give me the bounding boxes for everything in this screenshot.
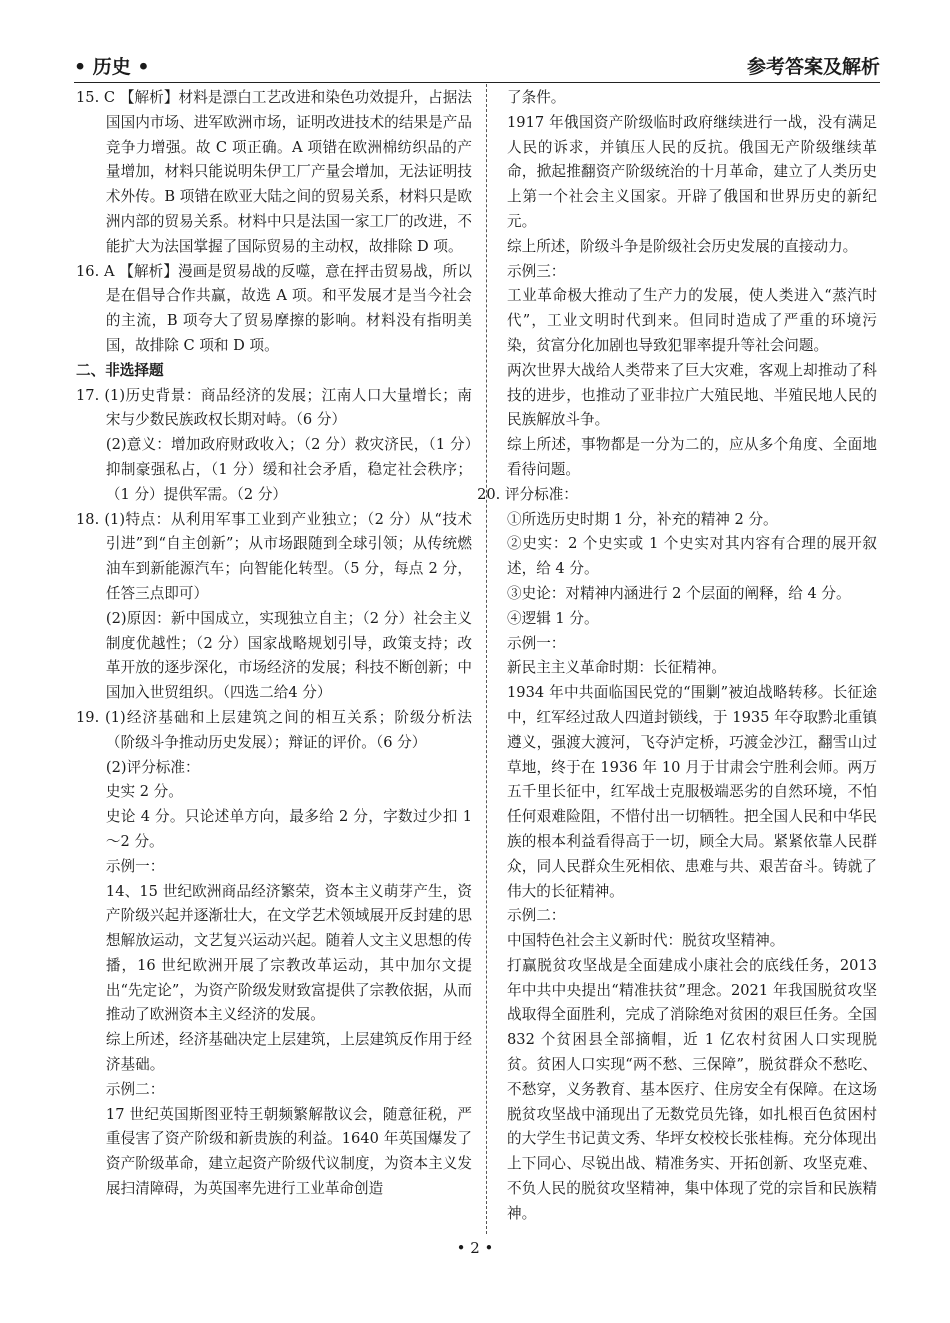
criteria-fact: 史实 2 分。 bbox=[105, 783, 183, 801]
column-divider bbox=[486, 84, 487, 1234]
criterion-2: ②史实：2 个史实或 1 个史实对其内容有合理的展开叙述，给 4 分。 bbox=[507, 535, 877, 578]
q20-example-2-body: 打赢脱贫攻坚战是全面建成小康社会的底线任务，2013 年中共中央提出“精准扶贫”理念。2021 年我国脱贫攻坚战取得全面胜利，完成了消除绝对贫困的艰巨任务。全国 832 个贫困县全部摘帽，近 1 亿农村贫困人口实现脱贫。贫困人口实现“两不愁、三保障”，脱贫群众不愁吃、不愁穿，义务教育、基本医疗、住房安全有保障。在这场脱贫攻坚战中涌现出了无数党员先锋，如扎根百色贫困村的大学生书记黄文秀、华坪女校校长张桂梅。充分体现出上下同心、尽锐出战、精准务实、开拓创新、攻坚克难、不负人民的脱贫攻坚精神，集中体现了党的宗旨和民族精神。 bbox=[507, 956, 877, 1222]
answer-19-2: (2)评分标准： bbox=[105, 758, 200, 776]
answer-18-2: (2)原因：新中国成立，实现独立自主；（2 分）社会主义制度优越性；（2 分）国家战略规划引导，政策支持；改革开放的逐步深化，市场经济的发展；科技不断创新；中国加入世贸组织。（四选二给4 分） bbox=[105, 609, 472, 702]
answer-15: 15. C 【解析】材料是漂白工艺改进和染色功效提升，占据法国国内市场、进军欧洲市场，证明改进技术的结果是产品竞争力增强。故 C 项正确。A 项错在欧洲棉纺织品的产量增加，材料只能说明朱伊工厂产量会增加，无法证明技术外传。B 项错在欧亚大陆之间的贸易关系，材料只是欧洲内部的贸易关系。材料中只是法国一家工厂的改进，不能扩大为法国掌握了国际贸易的主动权，故排除 D 项。 bbox=[76, 89, 472, 255]
criterion-1: ①所选历史时期 1 分，补充的精神 2 分。 bbox=[507, 510, 778, 528]
answer-20: 20. 评分标准： bbox=[477, 485, 578, 503]
criterion-4: ④逻辑 1 分。 bbox=[507, 609, 599, 627]
right-column bbox=[477, 86, 877, 1227]
example-3-summary: 综上所述，事物都是一分为二的，应从多个角度、全面地看待问题。 bbox=[507, 436, 877, 478]
criterion-3: ③史论：对精神内涵进行 2 个层面的阐释，给 4 分。 bbox=[507, 584, 851, 602]
answer-18-1: 18. (1)特点：从利用军事工业到产业独立；（2 分）从“技术引进”到“自主创新”；从市场跟随到全球引领；从传统燃油车到新能源汽车；向智能化转型。（5 分，每点 2 分，任答三点即可） bbox=[76, 510, 472, 602]
example-1-title: 示例一： bbox=[105, 857, 165, 875]
q20-example-1-body: 1934 年中共面临国民党的“围剿”被迫战略转移。长征途中，红军经过敌人四道封锁线，于 1935 年夺取黔北重镇遵义，强渡大渡河，飞夺泸定桥，巧渡金沙江，翻雪山过草地，终于在 1936 年 10 月于甘肃会宁胜利会师。两万五千里长征中，红军战士克服极端恶劣的自然环境，不怕任何艰难险阻，不惜付出一切牺牲。把全国人民和中华民族的根本利益看得高于一切，顾全大局。紧紧依靠人民群众，同人民群众生死相依、患难与共、艰苦奋斗。铸就了伟大的长征精神。 bbox=[507, 684, 877, 900]
example-1-body: 14、15 世纪欧洲商品经济繁荣，资本主义萌芽产生，资产阶级兴起并逐渐壮大，在文学艺术领域展开反封建的思想解放运动，文艺复兴运动兴起。随着人文主义思想的传播，16 世纪欧洲开展了宗教改革运动，其中加尔文提出“先定论”，为资产阶级发财致富提供了宗教依据，从而推动了欧洲资本主义经济的发展。 bbox=[105, 882, 472, 1024]
example-2-title: 示例二： bbox=[105, 1080, 165, 1098]
criteria-argument: 史论 4 分。只论述单方向，最多给 2 分，字数过少扣 1～2 分。 bbox=[105, 808, 472, 850]
section-label: 参考答案及解析 bbox=[746, 56, 880, 78]
example-3-body-1: 工业革命极大推动了生产力的发展，使人类进入“蒸汽时代”，工业文明时代到来。但同时造成了严重的环境污染，贫富分化加剧也导致犯罪率提升等社会问题。 bbox=[507, 287, 877, 354]
left-column bbox=[76, 86, 472, 1202]
q20-example-1-topic: 新民主主义革命时期：长征精神。 bbox=[507, 659, 726, 677]
answer-16: 16. A 【解析】漫画是贸易战的反噬，意在抨击贸易战，所以是在倡导合作共赢，故选 A 项。和平发展才是当今社会的主流，B 项夸大了贸易摩擦的影响。材料没有指明美国，故排除 C 项和 D 项。 bbox=[76, 262, 472, 354]
answer-19-1: 19. (1)经济基础和上层建筑之间的相互关系；阶级分析法（阶级斗争推动历史发展）；辩证的评价。（6 分） bbox=[76, 708, 472, 751]
russia-paragraph: 1917 年俄国资产阶级临时政府继续进行一战，没有满足人民的诉求，并镇压人民的反抗。俄国无产阶级继续革命，掀起推翻资产阶级统治的十月革命，建立了人类历史上第一个社会主义国家。开辟了俄国和世界历史的新纪元。 bbox=[507, 113, 877, 230]
example-3-title: 示例三： bbox=[507, 262, 566, 280]
q20-example-2-topic: 中国特色社会主义新时代：脱贫攻坚精神。 bbox=[507, 932, 785, 950]
section-heading: 二、非选择题 bbox=[76, 361, 164, 379]
header-rule bbox=[74, 82, 880, 83]
example-3-body-2: 两次世界大战给人类带来了巨大灾难，客观上却推动了科技的进步，也推动了亚非拉广大殖民地、半殖民地人民的民族解放斗争。 bbox=[507, 361, 877, 429]
page-header bbox=[74, 52, 880, 80]
example-1-summary: 综上所述，经济基础决定上层建筑，上层建筑反作用于经济基础。 bbox=[105, 1031, 472, 1074]
subject-label: • 历史 • bbox=[74, 56, 150, 78]
example-2-body: 17 世纪英国斯图亚特王朝频繁解散议会，随意征税，严重侵害了资产阶级和新贵族的利益。1640 年英国爆发了资产阶级革命，建立起资产阶级代议制度，为资本主义发展扫清障碍，为英国率先进行工业革命创造 bbox=[105, 1105, 472, 1198]
example-2-summary: 综上所述，阶级斗争是阶级社会历史发展的直接动力。 bbox=[507, 237, 858, 255]
q20-example-1-title: 示例一： bbox=[507, 634, 566, 652]
answer-17-2: (2)意义：增加政府财政收入；（2 分）救灾济民，（1 分）抑制豪强私占，（1 分）缓和社会矛盾，稳定社会秩序；（1 分）提供军需。（2 分） bbox=[105, 436, 472, 503]
page-number: • 2 • bbox=[456, 1239, 494, 1257]
continuation: 了条件。 bbox=[507, 89, 566, 106]
answer-17-1: 17. (1)历史背景：商品经济的发展；江南人口大量增长；南宋与少数民族政权长期对峙。（6 分） bbox=[76, 386, 472, 429]
q20-example-2-title: 示例二： bbox=[507, 907, 566, 925]
